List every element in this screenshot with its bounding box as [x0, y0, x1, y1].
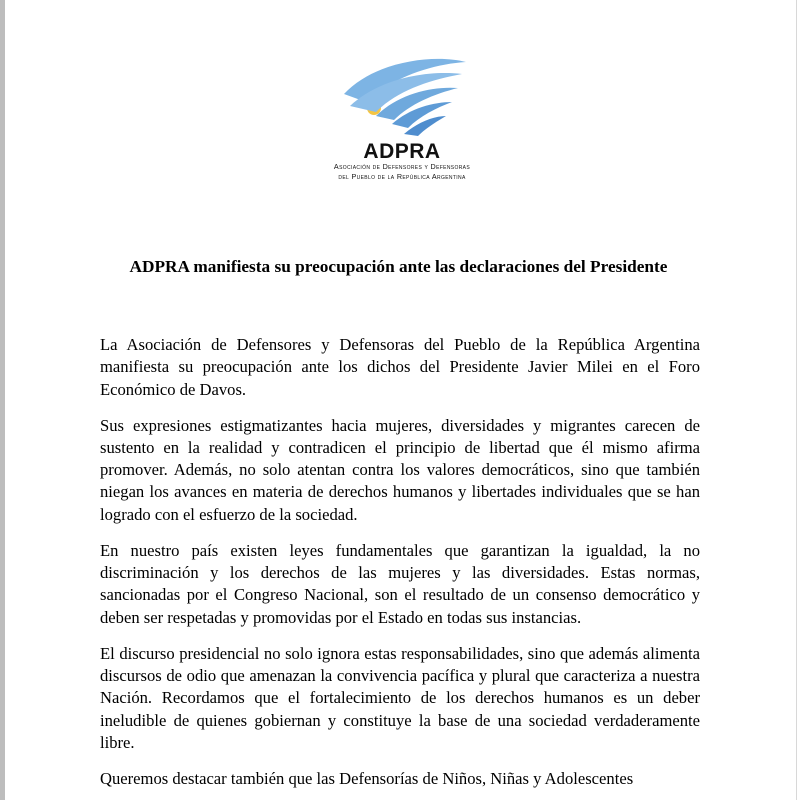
- document-body: [100, 334, 700, 800]
- logo-subtitle-line-2: del Pueblo de la República Argentina: [338, 172, 466, 181]
- paragraph-5: Queremos destacar también que las Defensorías de Niños, Niñas y Adolescentes: [100, 768, 634, 788]
- page-left-border: [0, 0, 5, 800]
- paragraph-1: La Asociación de Defensores y Defensoras del Pueblo de la República Argentina manifiesta su preocupación ante los dichos del Presidente Javier Milei en el Foro Económico de Davos.: [100, 335, 700, 399]
- adpra-logo: [296, 54, 508, 184]
- paragraph-4: El discurso presidencial no solo ignora estas responsabilidades, sino que además alimenta discursos de odio que amenazan la convivencia pacífica y plural que caracteriza a nuestra Nación. Recordamos que el fortalecimiento de los derechos humanos es un deber ineludible de quienes gobiernan y constituye la base de una sociedad verdaderamente libre.: [100, 643, 700, 752]
- document-title: ADPRA manifiesta su preocupación ante las declaraciones del Presidente: [129, 257, 668, 276]
- wing-emblem-icon: [336, 54, 468, 140]
- paragraph-2: Sus expresiones estigmatizantes hacia mujeres, diversidades y migrantes carecen de sustento en la realidad y contradicen el principio de libertad que él mismo afirma promover. Además, no solo atentan contra los valores democráticos, sino que también niegan los avances en materia de derechos humanos y libertades individuales que se han logrado con el esfuerzo de la sociedad.: [100, 415, 700, 524]
- logo-subtitle-line-1: Asociación de Defensores y Defensoras: [333, 162, 471, 171]
- paragraph-3: En nuestro país existen leyes fundamentales que garantizan la igualdad, la no discriminación y los derechos de las mujeres y las diversidades. Estas normas, sancionadas por el Congreso Nacional, son el resultado de un consenso democrático y deben ser respetadas y promovidas por el Estado en todas sus instancias.: [100, 540, 700, 627]
- logo-name: ADPRA: [363, 140, 441, 163]
